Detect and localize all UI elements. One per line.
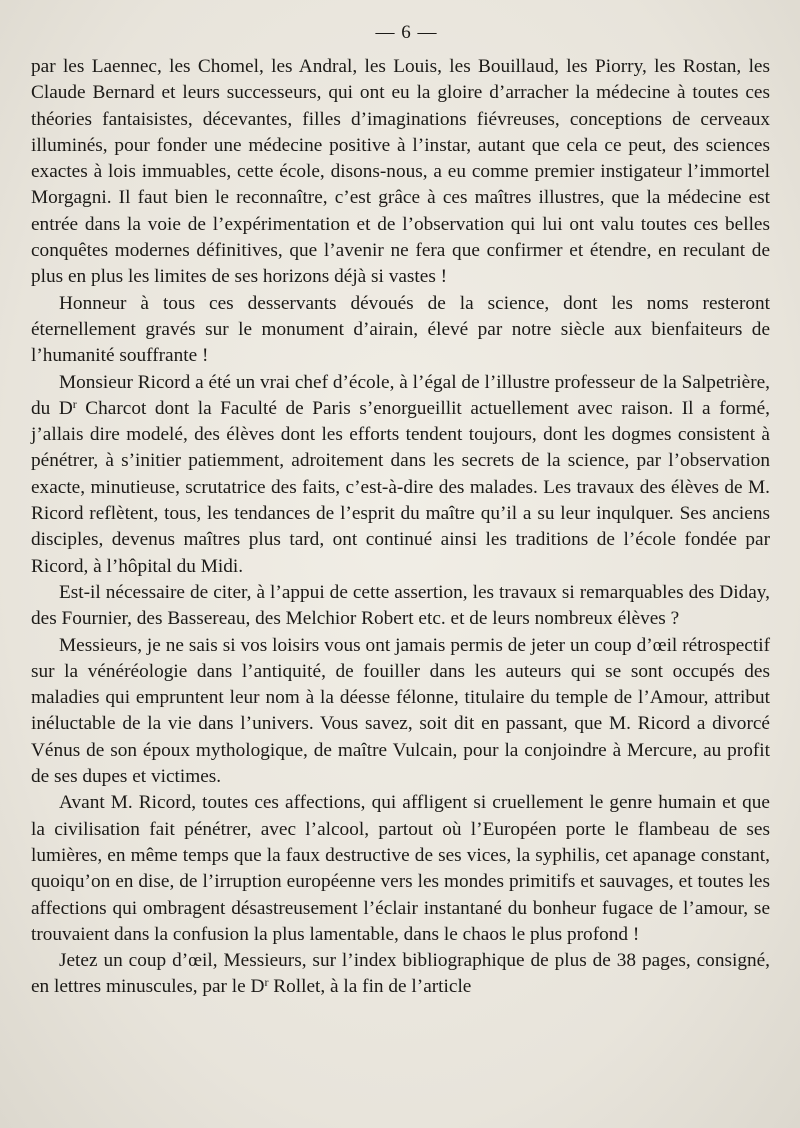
paragraph-text: par les Laennec, les Chomel, les Andral, les Louis, les Bouillaud, les Piorry, les Rostan, les Claude Bernard et leurs successeurs, qui ont eu la gloire d’arracher la médecine à toutes ces théories fantaisistes, décevantes, filles d’imaginations fiévreuses, conceptions de cerveaux illuminés, pour fonder une médecine positive à l’instar, autant que cela ce peut, des sciences exactes à lois immuables, cette école, disons-nous, a eu comme premier instigateur l’immortel Morgagni. Il faut bien le reconnaître, c’est grâce à ces maîtres illustres, que la médecine est entrée dans la voie de l’expérimentation et de l’observation qui lui ont valu toutes ces belles conquêtes modernes définitives, que l’avenir ne fera que confirmer et étendre, en reculant de plus en plus les limites de ses horizons déjà si vastes ! xyxy=(31,56,770,288)
paragraph-text: Charcot dont la Faculté de Paris s’enorgueillit actuellement avec raison. Il a formé, j’allais dire modelé, des élèves dont les efforts tendent toujours, dont les dogmes consistent à pénétrer, à s’initier patiemment, adroitement dans les secrets de la science, par l’observation exacte, minutieuse, scrutatrice des faits, c’est-à-dire des malades. Les travaux des élèves de M. Ricord reflètent, tous, les tendances de l’esprit du maître qu’il a su leur inqulquer. Ses anciens disciples, devenus maîtres plus tard, ont continué ainsi les traditions de l’école fondée par Ricord, à l’hôpital du Midi. xyxy=(31,397,771,577)
paragraph xyxy=(31,580,770,633)
superscript: r xyxy=(264,975,269,990)
paragraph xyxy=(31,370,770,580)
paragraph-text: Monsieur Ricord a été un vrai chef d’école, à l’égal de l’illustre professeur de la Salpetrière, du D xyxy=(31,371,770,419)
paragraph-text: Honneur à tous ces desservants dévoués de la science, dont les noms resteront éternellement gravés sur le monument d’airain, élevé par notre siècle aux bienfaiteurs de l’humanité souffrante ! xyxy=(31,292,770,367)
paragraph-text: Avant M. Ricord, toutes ces affections, qui affligent si cruellement le genre humain et que la civilisation fait pénétrer, avec l’alcool, partout où l’Européen porte le flambeau de ses lumières, en même temps que la faux destructive de ses vices, la syphilis, cet apanage constant, quoiqu’on en dise, de l’irruption européenne vers les mondes primitifs et sauvages, et toutes les affections qui ombragent désastreusement l’éclair instantané du bonheur fugace de l’amour, se trouvaient dans la confusion la plus lamentable, dans le chaos le plus profond ! xyxy=(31,792,770,945)
superscript: r xyxy=(72,396,77,411)
paragraph-text: Est-il nécessaire de citer, à l’appui de cette assertion, les travaux si remarquables des Diday, des Fournier, des Bassereau, des Melchior Robert etc. et de leurs nombreux élèves ? xyxy=(31,581,770,630)
paragraph xyxy=(31,291,770,370)
paragraph-text: Messieurs, je ne sais si vos loisirs vous ont jamais permis de jeter un coup d’œil rétrospectif sur la vénéréologie dans l’antiquité, de fouiller dans les auteurs qui se sont occupés des maladies qui empruntent leur nom à la déesse félonne, titulaire du temple de l’Amour, attribut inéluctable de la vie dans l’univers. Vous savez, soit dit en passant, que M. Ricord a divorcé Vénus de son époux mythologique, de maître Vulcain, pour la conjoindre à Mercure, au profit de ses dupes et victimes. xyxy=(31,634,770,788)
paragraph xyxy=(31,633,770,791)
paragraph-text: Jetez un coup d’œil, Messieurs, sur l’index bibliographique de plus de 38 pages, consigné, en lettres minuscules, par le D xyxy=(31,950,770,998)
page-number: — 6 — xyxy=(375,22,438,43)
body-text xyxy=(31,54,770,1001)
paragraph xyxy=(31,790,770,948)
paragraph xyxy=(31,54,770,291)
paragraph-text: Rollet, à la fin de l’article xyxy=(268,976,472,998)
paragraph xyxy=(31,948,770,1001)
